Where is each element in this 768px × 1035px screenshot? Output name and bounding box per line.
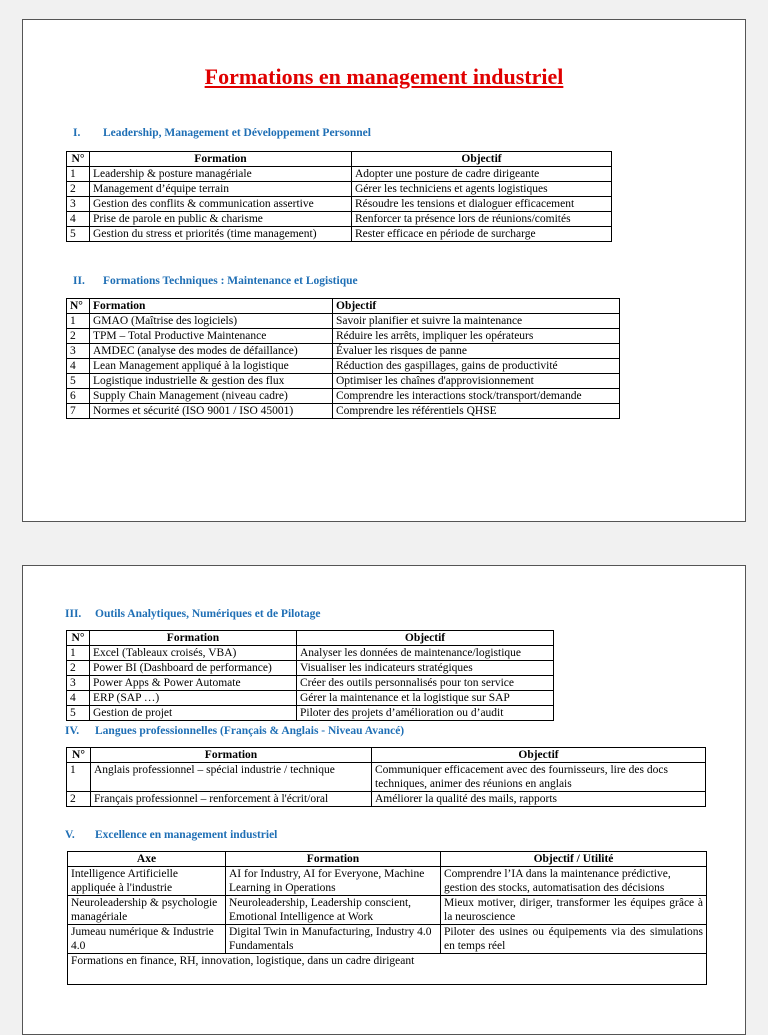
objective-cell: Comprendre les interactions stock/transport/demande — [333, 389, 620, 404]
table-row — [67, 792, 706, 807]
table-header-row — [67, 631, 554, 646]
formation-cell: Neuroleadership, Leadership conscient, Emotional Intelligence at Work — [226, 896, 441, 925]
axis-cell: Jumeau numérique & Industrie 4.0 — [68, 925, 226, 954]
row-number: 3 — [67, 344, 90, 359]
objective-cell: Optimiser les chaînes d'approvisionnement — [333, 374, 620, 389]
table-row — [67, 691, 554, 706]
row-number: 2 — [67, 661, 90, 676]
formation-cell: Prise de parole en public & charisme — [90, 212, 352, 227]
training-table-4 — [66, 747, 706, 807]
formation-cell: AMDEC (analyse des modes de défaillance) — [90, 344, 333, 359]
section-title: Excellence en management industriel — [95, 829, 278, 841]
row-number: 2 — [67, 792, 91, 807]
row-number: 1 — [67, 763, 91, 792]
objective-cell: Visualiser les indicateurs stratégiques — [297, 661, 554, 676]
formation-cell: Excel (Tableaux croisés, VBA) — [90, 646, 297, 661]
training-table-1 — [66, 151, 612, 242]
section-title: Formations Techniques : Maintenance et Logistique — [103, 275, 358, 287]
objective-cell: Analyser les données de maintenance/logistique — [297, 646, 554, 661]
table-row — [68, 925, 707, 954]
row-number: 4 — [67, 691, 90, 706]
table-header-row — [67, 299, 620, 314]
objective-cell: Piloter des projets d’amélioration ou d’audit — [297, 706, 554, 721]
section-heading-3 — [65, 608, 321, 620]
section-title: Outils Analytiques, Numériques et de Pilotage — [95, 608, 321, 620]
section-heading-4 — [65, 725, 404, 737]
training-table-5 — [67, 851, 707, 985]
header-cell: N° — [67, 748, 91, 763]
section-number: IV. — [65, 725, 80, 737]
header-cell: Axe — [68, 852, 226, 867]
row-number: 5 — [67, 706, 90, 721]
row-number: 3 — [67, 676, 90, 691]
objective-cell: Comprendre les référentiels QHSE — [333, 404, 620, 419]
objective-cell: Communiquer efficacement avec des fournisseurs, lire des docs techniques, animer des réunions en anglais — [372, 763, 706, 792]
footer-note-cell: Formations en finance, RH, innovation, logistique, dans un cadre dirigeant — [68, 954, 707, 985]
formation-cell: Gestion de projet — [90, 706, 297, 721]
row-number: 4 — [67, 359, 90, 374]
table-row — [68, 867, 707, 896]
formation-cell: Power Apps & Power Automate — [90, 676, 297, 691]
axis-cell: Neuroleadership & psychologie managériale — [68, 896, 226, 925]
header-cell: Objectif — [333, 299, 620, 314]
table-header-row — [67, 152, 612, 167]
row-number: 2 — [67, 182, 90, 197]
row-number: 1 — [67, 314, 90, 329]
header-cell: Formation — [226, 852, 441, 867]
formation-cell: Leadership & posture managériale — [90, 167, 352, 182]
formation-cell: Supply Chain Management (niveau cadre) — [90, 389, 333, 404]
table-row — [67, 167, 612, 182]
header-cell: Formation — [91, 748, 372, 763]
section-heading-1 — [73, 127, 371, 139]
table-row — [67, 676, 554, 691]
table-footer-row — [68, 954, 707, 985]
formation-cell: Normes et sécurité (ISO 9001 / ISO 45001) — [90, 404, 333, 419]
objective-cell: Réduction des gaspillages, gains de productivité — [333, 359, 620, 374]
objective-cell: Rester efficace en période de surcharge — [352, 227, 612, 242]
header-cell: N° — [67, 299, 90, 314]
table-header-row — [68, 852, 707, 867]
formation-cell: Français professionnel – renforcement à l'écrit/oral — [91, 792, 372, 807]
objective-cell: Comprendre l’IA dans la maintenance prédictive, gestion des stocks, automatisation des décisions — [441, 867, 707, 896]
formation-cell: ERP (SAP …) — [90, 691, 297, 706]
row-number: 4 — [67, 212, 90, 227]
section-title: Langues professionnelles (Français & Anglais - Niveau Avancé) — [95, 725, 405, 737]
objective-cell: Réduire les arrêts, impliquer les opérateurs — [333, 329, 620, 344]
row-number: 7 — [67, 404, 90, 419]
row-number: 5 — [67, 227, 90, 242]
formation-cell: AI for Industry, AI for Everyone, Machine Learning in Operations — [226, 867, 441, 896]
section-heading-5 — [65, 829, 277, 841]
table-row — [67, 706, 554, 721]
document-title: Formations en management industriel — [204, 64, 564, 89]
table-row — [67, 182, 612, 197]
objective-cell: Résoudre les tensions et dialoguer efficacement — [352, 197, 612, 212]
formation-cell: Lean Management appliqué à la logistique — [90, 359, 333, 374]
table-row — [67, 374, 620, 389]
table-row — [67, 646, 554, 661]
table-row — [67, 404, 620, 419]
row-number: 2 — [67, 329, 90, 344]
formation-cell: Gestion du stress et priorités (time management) — [90, 227, 352, 242]
objective-cell: Savoir planifier et suivre la maintenance — [333, 314, 620, 329]
row-number: 1 — [67, 167, 90, 182]
header-cell: N° — [67, 631, 90, 646]
table-row — [67, 227, 612, 242]
training-table-2 — [66, 298, 620, 419]
header-cell: Objectif — [352, 152, 612, 167]
row-number: 1 — [67, 646, 90, 661]
table-row — [67, 329, 620, 344]
row-number: 3 — [67, 197, 90, 212]
table-row — [68, 896, 707, 925]
table-row — [67, 359, 620, 374]
row-number: 6 — [67, 389, 90, 404]
objective-cell: Mieux motiver, diriger, transformer les équipes grâce à la neuroscience — [441, 896, 707, 925]
formation-cell: TPM – Total Productive Maintenance — [90, 329, 333, 344]
document-page-2 — [22, 565, 746, 1035]
table-row — [67, 197, 612, 212]
header-cell: N° — [67, 152, 90, 167]
header-cell: Formation — [90, 152, 352, 167]
formation-cell: Management d’équipe terrain — [90, 182, 352, 197]
table-row — [67, 763, 706, 792]
header-cell: Formation — [90, 299, 333, 314]
header-cell: Formation — [90, 631, 297, 646]
formation-cell: Gestion des conflits & communication assertive — [90, 197, 352, 212]
section-title: Leadership, Management et Développement Personnel — [103, 127, 371, 139]
section-number: II. — [73, 275, 85, 287]
objective-cell: Améliorer la qualité des mails, rapports — [372, 792, 706, 807]
section-number: I. — [73, 127, 81, 139]
objective-cell: Renforcer ta présence lors de réunions/comités — [352, 212, 612, 227]
objective-cell: Adopter une posture de cadre dirigeante — [352, 167, 612, 182]
training-table-3 — [66, 630, 554, 721]
section-heading-2 — [73, 275, 358, 287]
objective-cell: Gérer les techniciens et agents logistiques — [352, 182, 612, 197]
row-number: 5 — [67, 374, 90, 389]
objective-cell: Évaluer les risques de panne — [333, 344, 620, 359]
objective-cell: Gérer la maintenance et la logistique sur SAP — [297, 691, 554, 706]
table-row — [67, 344, 620, 359]
formation-cell: Power BI (Dashboard de performance) — [90, 661, 297, 676]
formation-cell: Digital Twin in Manufacturing, Industry 4.0 Fundamentals — [226, 925, 441, 954]
table-header-row — [67, 748, 706, 763]
table-row — [67, 314, 620, 329]
section-number: V. — [65, 829, 75, 841]
table-row — [67, 389, 620, 404]
formation-cell: Anglais professionnel – spécial industrie / technique — [91, 763, 372, 792]
table-row — [67, 661, 554, 676]
section-number: III. — [65, 608, 82, 620]
table-row — [67, 212, 612, 227]
header-cell: Objectif / Utilité — [441, 852, 707, 867]
formation-cell: Logistique industrielle & gestion des flux — [90, 374, 333, 389]
objective-cell: Créer des outils personnalisés pour ton service — [297, 676, 554, 691]
objective-cell: Piloter des usines ou équipements via des simulations en temps réel — [441, 925, 707, 954]
formation-cell: GMAO (Maîtrise des logiciels) — [90, 314, 333, 329]
document-page-1 — [22, 19, 746, 522]
axis-cell: Intelligence Artificielle appliquée à l'industrie — [68, 867, 226, 896]
header-cell: Objectif — [297, 631, 554, 646]
header-cell: Objectif — [372, 748, 706, 763]
